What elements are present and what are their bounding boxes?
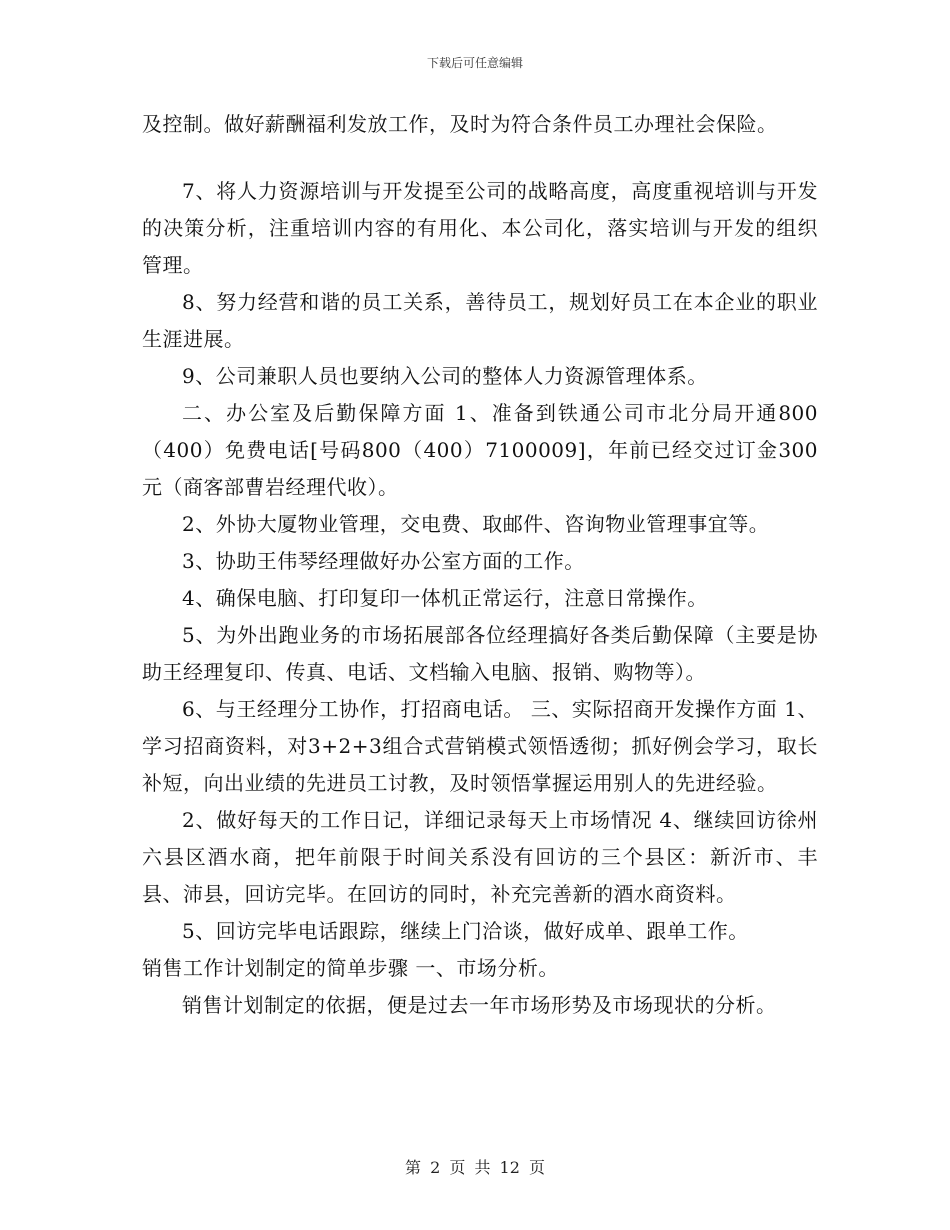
paragraph: 5、回访完毕电话跟踪，继续上门洽谈，做好成单、跟单工作。	[182, 919, 749, 943]
paragraph: 2、外协大厦物业管理，交电费、取邮件、咨询物业管理事宜等。	[182, 512, 770, 536]
paragraph: 7、将人力资源培训与开发提至公司的战略高度，高度重视培训与开发的决策分析，注重培训内容的有用化、本公司化，落实培训与开发的组织管理。	[142, 179, 818, 277]
paragraph: 及控制。做好薪酬福利发放工作，及时为符合条件员工办理社会保险。	[142, 112, 778, 136]
page-number: 第 2 页 共 12 页	[405, 1158, 545, 1177]
paragraph: 销售工作计划制定的简单步骤 一、市场分析。	[142, 956, 559, 980]
page-header: 下载后可任意编辑	[426, 56, 523, 70]
paragraph: 9、公司兼职人员也要纳入公司的整体人力资源管理体系。	[182, 364, 708, 388]
paragraph: 销售计划制定的依据，便是过去一年市场形势及市场现状的分析。	[182, 993, 777, 1017]
paragraph: 6、与王经理分工协作，打招商电话。 三、实际招商开发操作方面 1、学习招商资料，对3+2+3组合式营销模式领悟透彻；抓好例会学习，取长补短，向出业绩的先进员工讨教，及时领悟掌握运用别人的先进经验。	[142, 697, 818, 795]
paragraph: 2、做好每天的工作日记，详细记录每天上市场情况 4、继续回访徐州六县区酒水商，把年前限于时间关系没有回访的三个县区：新沂市、丰县、沛县，回访完毕。在回访的同时，补充完善新的酒水商资料。	[142, 808, 818, 906]
paragraph: 5、为外出跑业务的市场拓展部各位经理搞好各类后勤保障（主要是协助王经理复印、传真、电话、文档输入电脑、报销、购物等）。	[142, 623, 818, 684]
paragraph: 4、确保电脑、打印复印一体机正常运行，注意日常操作。	[182, 586, 708, 610]
paragraph: 8、努力经营和谐的员工关系，善待员工，规划好员工在本企业的职业生涯进展。	[142, 290, 818, 351]
document-body	[142, 106, 818, 1024]
paragraph: 3、协助王伟琴经理做好办公室方面的工作。	[182, 549, 585, 573]
paragraph: 二、办公室及后勤保障方面 1、准备到铁通公司市北分局开通800（400）免费电话[号码800（400）7100009]，年前已经交过订金300元（商客部曹岩经理代收）。	[142, 401, 818, 499]
